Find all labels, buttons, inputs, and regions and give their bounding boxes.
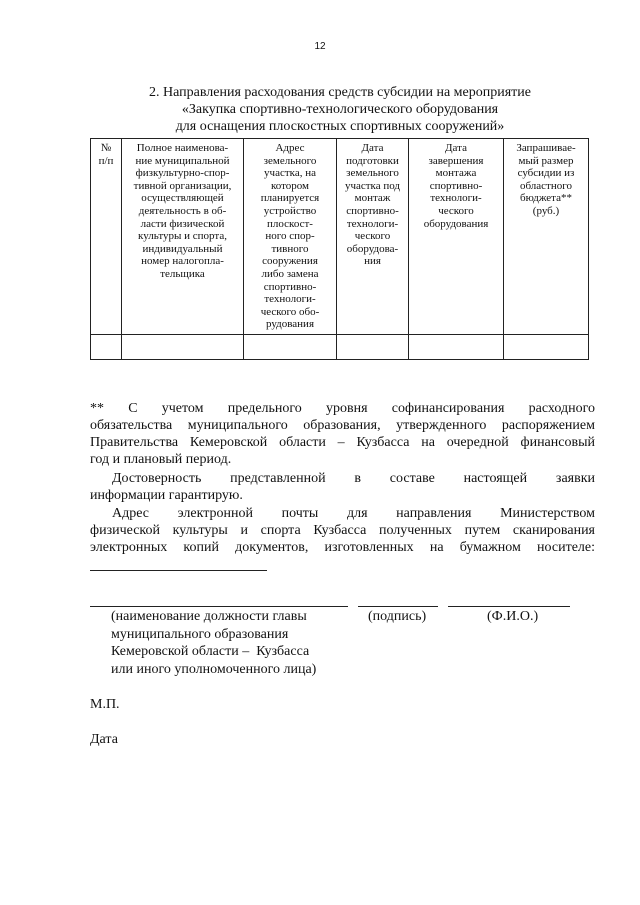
col-header-completion-date: Дата завершения монтажа спортивно- технологи- ческого оборудования xyxy=(409,139,504,335)
email-line-3: электронных копий документов, изготовленных на бумажном носителе: xyxy=(90,540,595,555)
subsidy-table xyxy=(90,138,589,360)
section-title-line-2: «Закупка спортивно-технологического оборудования xyxy=(181,102,499,117)
footnote-line-4: год и плановый период. xyxy=(90,452,232,467)
col-header-preparation-date: Дата подготовки земельного участка под монтаж спортивно- технологи- ческого оборудова- ния xyxy=(337,139,409,335)
table-cell[interactable] xyxy=(244,334,337,359)
col-header-organization: Полное наименова- ние муниципальной физкультурно-спор- тивной организации, осуществляющей деятельность в об- ласти физической культуры и спорта, индивидуальный номер налогопла- тельщика xyxy=(122,139,244,335)
col-header-subsidy-amount: Запрашивае- мый размер субсидии из областного бюджета** (руб.) xyxy=(504,139,589,335)
email-line-1: Адрес электронной почты для направления Министерством xyxy=(112,506,595,521)
signature-label: (подпись) xyxy=(368,609,427,624)
table-cell[interactable] xyxy=(91,334,122,359)
position-label: (наименование должности главы муниципального образования Кемеровской области – Кузбасса или иного уполномоченного лица) xyxy=(111,609,317,677)
stamp-label: М.П. xyxy=(90,697,120,712)
name-label: (Ф.И.О.) xyxy=(487,609,539,624)
reliability-line-2: информации гарантирую. xyxy=(90,488,243,503)
table-row xyxy=(91,334,589,359)
position-signature-line[interactable] xyxy=(90,606,348,607)
table-cell[interactable] xyxy=(122,334,244,359)
table-cell[interactable] xyxy=(504,334,589,359)
reliability-statement xyxy=(90,470,595,504)
section-title-line-3: для оснащения плоскостных спортивных сооружений» xyxy=(175,119,505,134)
table-header-row xyxy=(91,139,589,335)
signature-line[interactable] xyxy=(358,606,438,607)
table-cell[interactable] xyxy=(409,334,504,359)
name-signature-line[interactable] xyxy=(448,606,570,607)
section-title xyxy=(90,84,590,135)
page-number: 12 xyxy=(314,41,326,52)
table-cell[interactable] xyxy=(337,334,409,359)
reliability-line-1: Достоверность представленной в составе настоящей заявки xyxy=(112,471,595,486)
col-header-land-address: Адрес земельного участка, на котором планируется устройство плоскост- ного спор- тивного сооружения либо замена спортивно- технологи- ческого обо- рудования xyxy=(244,139,337,335)
email-input-line[interactable] xyxy=(90,570,267,571)
footnote-line-2: обязательства муниципального образования, утвержденного распоряжением xyxy=(90,418,595,433)
email-line-2: физической культуры и спорта Кузбасса полученных путем сканирования xyxy=(90,523,595,538)
date-label: Дата xyxy=(90,732,118,747)
col-header-number: № п/п xyxy=(91,139,122,335)
email-statement xyxy=(90,505,595,556)
footnote xyxy=(90,400,595,468)
footnote-line-1: ** С учетом предельного уровня софинансирования расходного xyxy=(90,401,595,416)
section-title-line-1: 2. Направления расходования средств субсидии на мероприятие xyxy=(148,85,531,100)
footnote-line-3: Правительства Кемеровской области – Кузбасса на очередной финансовый xyxy=(90,435,595,450)
